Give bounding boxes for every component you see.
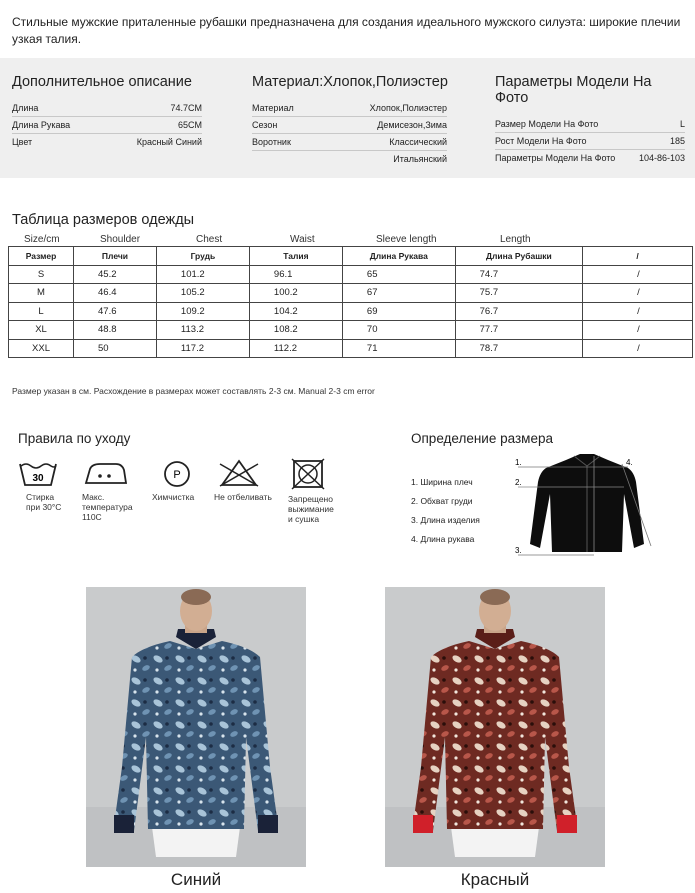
table-cell: 100.2 xyxy=(249,284,342,303)
table-header-cell: Плечи xyxy=(74,247,157,266)
spec-value: Красный Синий xyxy=(136,137,202,147)
dry-clean-p-icon xyxy=(152,458,198,488)
specs-extra-column xyxy=(12,74,202,150)
table-cell: / xyxy=(583,284,693,303)
table-cell: 47.6 xyxy=(74,302,157,321)
size-english-headers xyxy=(0,234,695,246)
table-row xyxy=(9,302,693,321)
specs-model-title: Параметры Модели На Фото xyxy=(495,74,652,106)
spec-value: L xyxy=(679,119,685,129)
table-cell: 46.4 xyxy=(74,284,157,303)
specs-model-column xyxy=(495,74,685,166)
table-cell: 101.2 xyxy=(156,265,249,284)
table-cell: XXL xyxy=(9,339,74,358)
marker-4: 4. xyxy=(626,458,633,467)
en-header: Length xyxy=(500,234,531,245)
care-nobleach xyxy=(214,458,272,502)
table-header-cell: Талия xyxy=(249,247,342,266)
care-label: Не отбеливать xyxy=(214,492,272,502)
spec-key: Длина Рукава xyxy=(12,120,71,130)
wash-30-icon xyxy=(18,458,58,488)
no-bleach-icon xyxy=(214,458,264,488)
size-def-item: 1. Ширина плеч xyxy=(411,477,473,487)
size-def-item: 2. Обхват груди xyxy=(411,496,473,506)
size-def-title: Определение размера xyxy=(411,431,553,446)
spec-row xyxy=(12,117,202,134)
table-cell: XL xyxy=(9,321,74,340)
caption-red: Красный xyxy=(460,870,530,889)
size-def-list xyxy=(411,476,480,552)
iron-icon xyxy=(82,458,128,488)
table-cell: 50 xyxy=(74,339,157,358)
marker-2: 2. xyxy=(515,478,522,487)
spec-value: Демисезон,Зима xyxy=(377,120,447,130)
intro-text: Стильные мужские приталенные рубашки предназначена для создания идеального мужского силуэта: широкие плечии узкая талия. xyxy=(12,15,681,46)
table-cell: 108.2 xyxy=(249,321,342,340)
table-header-cell: Размер xyxy=(9,247,74,266)
table-header-cell: Длина Рубашки xyxy=(455,247,582,266)
care-label: Запрещено выжимание и сушка xyxy=(288,494,334,524)
no-tumble-dry-icon xyxy=(288,458,334,490)
spec-row xyxy=(12,100,202,117)
spec-value: Итальянский xyxy=(393,154,447,164)
spec-row xyxy=(495,116,685,133)
table-row xyxy=(9,265,693,284)
care-label: Макс. температура 110C xyxy=(82,492,133,522)
spec-value: Классический xyxy=(389,137,447,147)
table-cell: 45.2 xyxy=(74,265,157,284)
spec-value: 104-86-103 xyxy=(638,153,685,163)
spec-value: Хлопок,Полиэстер xyxy=(369,103,447,113)
spec-row xyxy=(495,133,685,150)
en-header: Sleeve length xyxy=(376,234,437,245)
table-cell: 117.2 xyxy=(156,339,249,358)
specs-extra-title: Дополнительное описание xyxy=(12,74,192,90)
spec-row xyxy=(252,117,447,134)
table-cell: 67 xyxy=(342,284,455,303)
table-cell: / xyxy=(583,321,693,340)
care-wash xyxy=(18,458,61,512)
spec-row xyxy=(495,150,685,166)
care-nodry xyxy=(288,458,334,524)
spec-key: Параметры Модели На Фото xyxy=(495,153,616,163)
en-header: Waist xyxy=(290,234,315,245)
table-cell: 104.2 xyxy=(249,302,342,321)
table-cell: 69 xyxy=(342,302,455,321)
en-header: Shoulder xyxy=(100,234,141,245)
table-cell: / xyxy=(583,302,693,321)
spec-key: Размер Модели На Фото xyxy=(495,119,599,129)
table-cell: 70 xyxy=(342,321,455,340)
specs-panel xyxy=(0,58,695,178)
table-row xyxy=(9,321,693,340)
size-def-item: 3. Длина изделия xyxy=(411,515,480,525)
table-cell: 96.1 xyxy=(249,265,342,284)
table-cell: M xyxy=(9,284,74,303)
product-photo-red xyxy=(385,587,605,867)
table-cell: 75.7 xyxy=(455,284,582,303)
dry-clean-letter: P xyxy=(173,469,181,481)
spec-key: Воротник xyxy=(252,137,291,147)
table-row xyxy=(9,339,693,358)
table-cell: L xyxy=(9,302,74,321)
table-cell: 113.2 xyxy=(156,321,249,340)
specs-material-title: Материал:Хлопок,Полиэстер xyxy=(252,74,448,90)
table-cell: 112.2 xyxy=(249,339,342,358)
spec-row xyxy=(252,151,447,167)
product-photo-blue xyxy=(86,587,306,867)
size-table xyxy=(8,246,693,358)
table-cell: / xyxy=(583,265,693,284)
table-header-cell: / xyxy=(583,247,693,266)
care-label: Стирка при 30°C xyxy=(26,492,62,512)
en-header: Size/cm xyxy=(24,234,60,245)
table-cell: 77.7 xyxy=(455,321,582,340)
spec-key: Длина xyxy=(12,103,39,113)
size-def-item: 4. Длина рукава xyxy=(411,534,475,544)
table-cell: S xyxy=(9,265,74,284)
spec-key: Материал xyxy=(252,103,294,113)
en-header: Chest xyxy=(196,234,223,245)
table-cell: 74.7 xyxy=(455,265,582,284)
wash-temp: 30 xyxy=(32,473,44,484)
care-label: Химчистка xyxy=(152,492,195,502)
table-header-row xyxy=(9,247,693,266)
spec-row xyxy=(252,100,447,117)
shirt-measure-diagram xyxy=(510,452,660,562)
spec-value: 185 xyxy=(669,136,685,146)
table-cell: 48.8 xyxy=(74,321,157,340)
caption-blue: Синий xyxy=(170,870,222,889)
spec-key: Цвет xyxy=(12,137,33,147)
table-cell: 109.2 xyxy=(156,302,249,321)
table-header-cell: Длина Рукава xyxy=(342,247,455,266)
table-header-cell: Грудь xyxy=(156,247,249,266)
table-cell: / xyxy=(583,339,693,358)
marker-3: 3. xyxy=(515,546,522,555)
specs-material-column xyxy=(252,74,447,167)
table-cell: 65 xyxy=(342,265,455,284)
spec-key: Рост Модели На Фото xyxy=(495,136,587,146)
spec-value: 74.7CM xyxy=(170,103,202,113)
table-cell: 105.2 xyxy=(156,284,249,303)
table-row xyxy=(9,284,693,303)
table-cell: 76.7 xyxy=(455,302,582,321)
spec-row xyxy=(252,134,447,151)
table-cell: 78.7 xyxy=(455,339,582,358)
spec-row xyxy=(12,134,202,150)
marker-1: 1. xyxy=(515,458,522,467)
care-dryclean xyxy=(152,458,198,502)
table-cell: 71 xyxy=(342,339,455,358)
care-title: Правила по уходу xyxy=(18,431,131,446)
care-iron xyxy=(82,458,133,522)
size-table-title: Таблица размеров одежды xyxy=(12,212,195,228)
spec-value: 65CM xyxy=(177,120,202,130)
size-note: Размер указан в см. Расхождение в размерах может составлять 2-3 см. Manual 2-3 cm error xyxy=(12,386,375,396)
spec-key: Сезон xyxy=(252,120,278,130)
